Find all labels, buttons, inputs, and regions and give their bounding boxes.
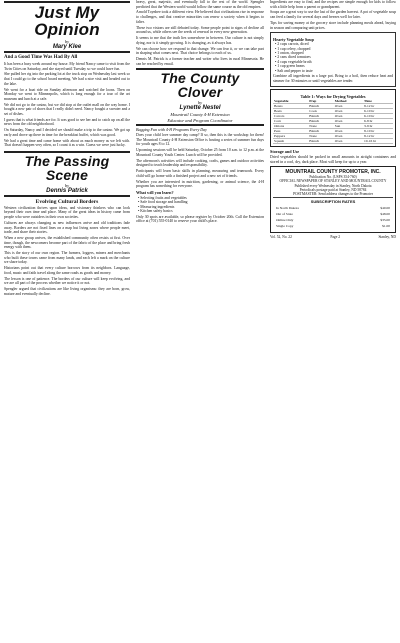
table-cell: Sun: [334, 124, 363, 129]
column-title-line1: The County: [160, 70, 240, 87]
rate-label: Out of State: [276, 212, 293, 217]
rate-amount: $40.00: [380, 206, 390, 211]
table-cell: Oven: [334, 114, 363, 119]
rate-row: [275, 212, 391, 216]
table-cell: 6-10 hr: [363, 114, 393, 119]
article-body: [136, 133, 264, 189]
article-paragraph: This is the story of our own region. The farmers, loggers, miners and merchants who built these towns came from many lands, and each left a mark on the culture we share today.: [4, 251, 130, 265]
rate-amount: $48.00: [380, 212, 390, 217]
ingredient-list: [273, 42, 393, 73]
rates-table: [273, 204, 393, 230]
article-paragraph: These two visions are still debated today. Some people point to signs of decline all around us, while others see the seeds of renewal in every new generation.: [136, 25, 264, 35]
table-cell: 8-12 hr: [363, 104, 393, 109]
page-footer: [270, 235, 396, 239]
table-cell: Carrots: [273, 114, 308, 119]
rate-row: [275, 218, 391, 222]
table-cell: 8-12 hr: [363, 134, 393, 139]
byline-label: by: [64, 182, 70, 188]
recipe-box: [270, 32, 396, 87]
article-body: [136, 0, 264, 66]
article-paragraph: Whether you are interested in nutrition, gardening, or animal science, the 4-H program has something for everyone.: [136, 179, 264, 189]
table-cell: Blanch: [308, 129, 334, 134]
article-paragraph: We went for a boat ride on Sunday afternoon and watched the loons. Then on Monday we went to Minneapolis, which is long enough for a tour of the art museum and lunch at a cafe.: [4, 87, 130, 101]
article-body: [4, 62, 130, 148]
table-cell: Oven: [334, 129, 363, 134]
table-cell: Peas: [273, 129, 308, 134]
table-cell: Corn: [273, 119, 308, 124]
article-paragraph: The afternoon's activities will include cooking, crafts, games and outdoor activities designed to teach leadership and responsibility.: [136, 158, 264, 168]
article-paragraph: The lesson is one of patience. The borders of our culture will keep evolving, and we are all part of the process whether we notice it or not.: [4, 276, 130, 286]
table-cell: Squash: [273, 139, 308, 144]
table-cell: Blanch: [308, 119, 334, 124]
county-clover-masthead: [136, 68, 264, 126]
article-paragraph: She pulled her rig into the parking lot at the truck stop on Wednesday last week so that I could go to the school board meeting. We had a nice visit and headed out to the lake.: [4, 72, 130, 86]
table-row: [273, 139, 393, 144]
article-paragraph: When a new group arrives, the established community often resists at first. Over time, though, the newcomers become part of the fabric of the place and bring fresh energy with them.: [4, 236, 130, 250]
table-cell: Oven: [334, 134, 363, 139]
table-cell: 6-8 hr: [363, 119, 393, 124]
article-paragraph: Spengler argued that civilizations are like living organisms: they are born, grow, mature and eventually decline.: [4, 287, 130, 296]
table-cell: Cook: [308, 109, 334, 114]
page-number: Page 2: [330, 235, 341, 240]
column-header: Prep: [308, 99, 334, 104]
publisher-line: Published every Wednesday in Stanley, North Dakota: [294, 183, 372, 188]
table-cell: Oven: [334, 104, 363, 109]
rate-row: [275, 206, 391, 210]
list-item: • Safe food storage and handling: [138, 200, 188, 205]
article-paragraph: Dennis M. Patrick is a former teacher and writer who lives in rural Minnesota. He can be reached by email.: [136, 57, 264, 66]
article-paragraph: Does your child love summer day camp? If so, then this is the workshop for them! The Mountrail County 4-H Extension Office is hosting a series of summer fun days for youth ages 8 to 12.: [136, 133, 264, 147]
divider: [136, 124, 264, 126]
publisher-box: [270, 166, 396, 233]
article-paragraph: We did not go to the casino, but we did stop at the outlet mall on the way home. I bought a new pair of shoes that I really didn't need. Nancy bought a sweater and a set of dishes.: [4, 102, 130, 116]
publisher-line: Publication No. (USPS 354-760): [309, 175, 357, 180]
article-paragraph: I guess that is what friends are for. It was good to see her and to catch up on all the news from the old neighborhood.: [4, 117, 130, 127]
rate-label: Single Copy: [276, 224, 294, 229]
ingredient-item: • 1 onion, chopped: [275, 50, 304, 55]
article-paragraph: Cultures are always changing as new influences arrive and old traditions fade away. Borders are not fixed lines on a map but living zones where people meet, trade, and share their stories.: [4, 220, 130, 235]
rate-row: [275, 224, 391, 228]
article-paragraph: Only 30 spots are available, so please register by October 20th. Call the Extension office at (701) 555-0140 to reserve your child's place.: [136, 214, 264, 224]
volume-number: Vol. 52, No. 22: [270, 235, 292, 240]
article-paragraph: Soups are a great way to use the last of the garden harvest. A pot of vegetable soup can feed a family for several days and freezes well for later.: [270, 10, 396, 20]
table-cell: Beets: [273, 109, 308, 114]
section-subhead: What will you learn?: [136, 190, 174, 196]
table-cell: 8-10 hr: [363, 129, 393, 134]
article-paragraph: Ingredients are easy to find, and the recipes are simple enough for kids to follow with a little help from a parent or grandparent.: [270, 0, 396, 9]
ingredient-item: • 2 cups carrots, diced: [275, 42, 309, 47]
column-title-line1: The Passing: [24, 152, 110, 169]
list-item: • Measuring ingredients: [138, 204, 175, 209]
just-my-opinion-masthead: [4, 1, 130, 53]
article-headline: Bagging Fun with 4-H Programs Every Day: [136, 127, 207, 133]
publisher-line: OFFICIAL NEWSPAPER OF STANLEY AND MOUNTRAIL COUNTY: [279, 179, 387, 184]
rate-label: Online Only: [276, 218, 294, 223]
article-headline: And a Good Time Was Had By All: [4, 55, 78, 60]
ingredient-item: • 4 cups vegetable broth: [275, 59, 312, 64]
publisher-name: MOUNTRAIL COUNTY PROMOTER, INC.: [285, 169, 381, 176]
author-name: Dennis Patrick: [46, 187, 88, 194]
publisher-line: Periodicals postage paid at Stanley, ND 58784: [299, 187, 367, 192]
article-paragraph: On Saturday, Nancy and I decided we should make a trip to the casino. We got up early and drove up there in time for the breakfast buffet, which was good.: [4, 128, 130, 137]
list-item: • Selecting fruits and vegetables: [138, 195, 187, 200]
article-paragraph: Participants will learn basic skills in planning, measuring and teamwork. Every child will go home with a finished project and a new set of friends.: [136, 169, 264, 178]
list-item: • Kitchen safety basics: [138, 209, 173, 214]
bullet-list: [136, 196, 264, 214]
section-subhead: Storage and Use: [270, 149, 300, 155]
article-paragraph: Arnold Toynbee took a different view. He believed that civilizations rise in response to challenges, and that creative minorities can renew a society when it begins to falter.: [136, 10, 264, 24]
table-cell: 10-16 hr: [363, 139, 393, 144]
table-cell: None: [308, 124, 334, 129]
column-title-line1: Just My: [34, 3, 100, 22]
recipe-title: Hearty Vegetable Soup: [273, 36, 314, 42]
drying-table: [273, 99, 393, 144]
ingredient-item: • 1 cup celery, chopped: [275, 46, 311, 51]
table-body: [273, 104, 393, 144]
article-paragraph: It seems to me that the truth lies somewhere in between. Our culture is not simply dying, nor is it simply growing. It is changing, as it always has.: [136, 36, 264, 45]
right-column: [270, 0, 396, 239]
rate-label: In North Dakota: [276, 206, 299, 211]
passing-scene-masthead: [4, 151, 130, 197]
table-cell: None: [308, 134, 334, 139]
rates-title: SUBSCRIPTION RATES: [310, 199, 356, 205]
author-title: Mountrail County 4-H Extension: [170, 112, 230, 118]
article-paragraph: Historians point out that every culture borrows from its neighbors. Language, food, music and faith travel along the same roads as goods and money.: [4, 266, 130, 275]
town-name: Stanley, ND: [378, 235, 396, 240]
table-title: Table 1: Ways for Drying Vegetables: [300, 93, 366, 99]
table-cell: Oven: [334, 109, 363, 114]
author-name: Lynette Nestel: [179, 105, 221, 112]
article-paragraph: We had a great time and came home with about as much money as we left with. That doesn't happen very often, so I count it as a win. Guess we were just lucky.: [4, 138, 130, 148]
article-paragraph: It has been a busy week around my house. My friend Nancy came to visit from the Twin Cities on Saturday, and she stayed until Tuesday so we could have fun.: [4, 62, 130, 71]
publisher-line: POSTMASTER: Send address changes to the Promoter: [293, 191, 373, 196]
byline-label: by: [197, 100, 203, 106]
divider: [4, 51, 130, 53]
middle-column: [136, 0, 264, 225]
ingredient-item: • Salt and pepper to taste: [275, 68, 313, 73]
column-title-line2: Scene: [45, 166, 89, 183]
table-cell: Blanch: [308, 139, 334, 144]
article-paragraph: Upcoming sessions will be held Saturday, October 25 from 10 a.m. to 12 p.m. at the Mountrail County Youth Center. Lunch will be provided.: [136, 148, 264, 157]
drying-table-box: [270, 89, 396, 147]
column-header: Method: [334, 99, 363, 104]
column-title-line2: Opinion: [34, 20, 100, 39]
rate-amount: $35.00: [380, 218, 390, 223]
column-title-line2: Clover: [177, 84, 223, 101]
column-header: Vegetable: [273, 99, 308, 104]
author-title: Educator and Program Coordinator: [167, 118, 233, 124]
article-headline: Evolving Cultural Borders: [35, 198, 99, 205]
table-cell: 3-9 hr: [363, 124, 393, 129]
article-body: [4, 206, 130, 286]
author-name: Mary Klee: [52, 44, 82, 50]
article-paragraph: Western civilization thrives upon ideas, and visionary thinkers who can look beyond their own time and place. Many of the great ideas in history came from people who were outsiders in their own societies.: [4, 205, 130, 220]
byline-label: by: [64, 39, 70, 44]
divider: [273, 197, 393, 198]
left-column: [4, 0, 130, 298]
article-paragraph: heavy, great, majestic, and eventually fall to the rest of the world. Spengler predicted that the Western world would follow the same course as the old empires.: [136, 0, 264, 9]
article-paragraph: We can choose how we respond to that change. We can fear it, or we can take part in shaping what comes next. That choice belongs to each of us.: [136, 46, 264, 56]
recipe-instructions: Combine all ingredients in a large pot. Bring to a boil, then reduce heat and simmer for 30 minutes or until vegetables are tender.: [273, 74, 393, 83]
divider: [4, 195, 130, 197]
column-header: Time: [363, 99, 393, 104]
table-cell: Oven: [334, 139, 363, 144]
article-paragraph: Tips for saving money at the grocery store include planning meals ahead, buying in season and comparing unit prices.: [270, 20, 396, 30]
rate-amount: $1.00: [382, 224, 390, 229]
ingredient-item: • 1 cup green beans: [275, 64, 305, 69]
table-cell: Peppers: [273, 134, 308, 139]
table-cell: Blanch: [308, 114, 334, 119]
article-body: [270, 0, 396, 30]
table-cell: Beans: [273, 104, 308, 109]
table-cell: Oven: [334, 119, 363, 124]
table-cell: 6-10 hr: [363, 109, 393, 114]
table-cell: Onions: [273, 124, 308, 129]
table-cell: Blanch: [308, 104, 334, 109]
ingredient-item: • 2 cans diced tomatoes: [275, 55, 311, 60]
article-paragraph: Dried vegetables should be packed in small amounts in airtight containers and stored in a cool, dry, dark place. Most will keep for up to a year.: [270, 154, 396, 164]
